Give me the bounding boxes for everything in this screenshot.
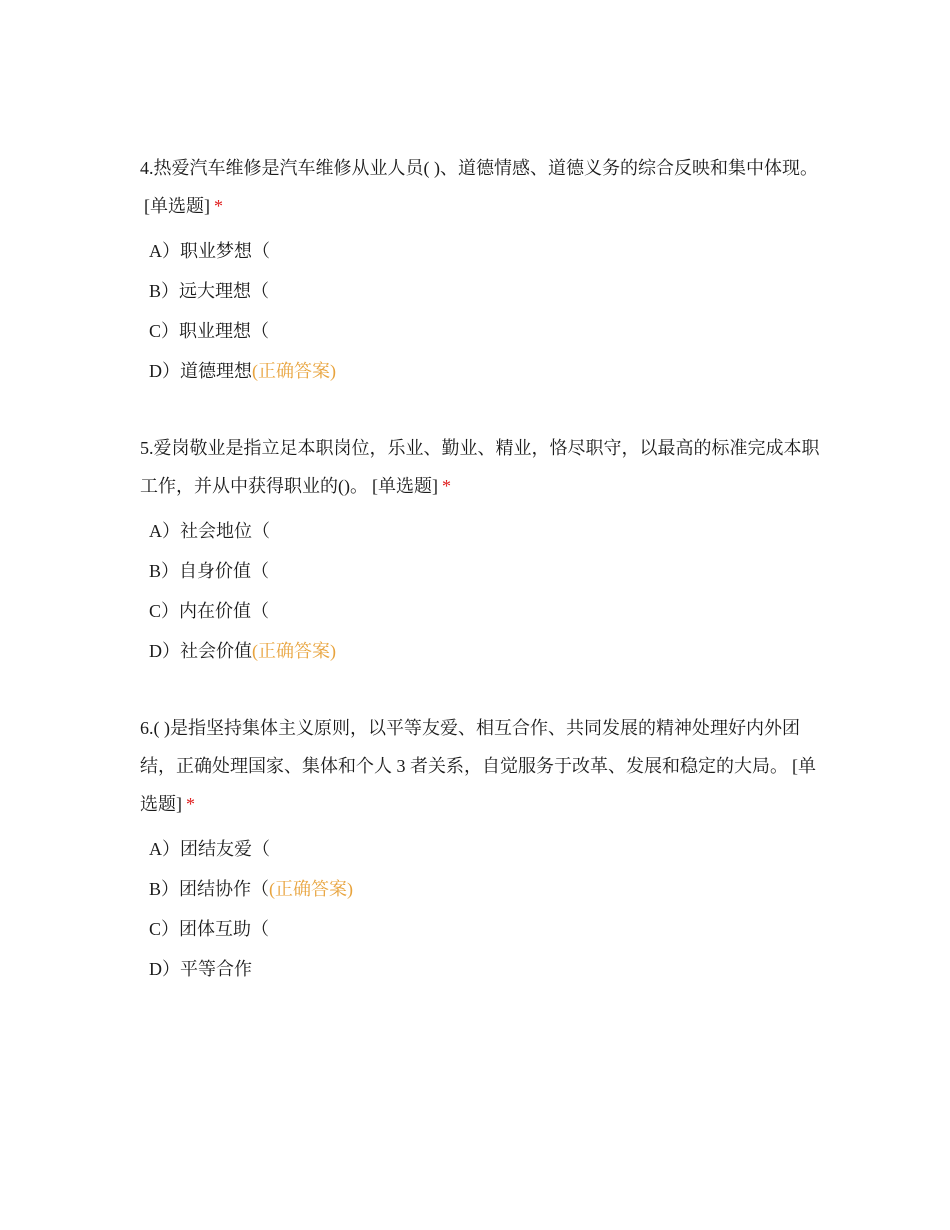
correct-answer-label: (正确答案): [252, 361, 336, 381]
question-5: [140, 429, 820, 671]
options-list: [140, 829, 820, 989]
option-b: B）团结协作（(正确答案): [149, 879, 354, 899]
question-6: [140, 709, 820, 989]
question-text: 6.( )是指坚持集体主义原则，以平等友爱、相互合作、共同发展的精神处理好内外团结，正确处理国家、集体和个人 3 者关系，自觉服务于改革、发展和稳定的大局。 [单选题] *: [140, 718, 816, 814]
required-marker: *: [442, 476, 451, 496]
question-text: 5.爱岗敬业是指立足本职岗位，乐业、勤业、精业，恪尽职守，以最高的标准完成本职工作，并从中获得职业的()。 [单选题] *: [140, 438, 820, 496]
option-d: D）社会价值(正确答案): [149, 641, 336, 661]
required-marker: *: [214, 196, 223, 216]
option-a: A）社会地位（: [149, 521, 270, 541]
option-c: C）内在价值（: [149, 601, 270, 621]
option-a: A）团结友爱（: [149, 839, 270, 859]
question-type-tag: [单选题]: [372, 476, 438, 496]
option-a: A）职业梦想（: [149, 241, 270, 261]
question-text: 4.热爱汽车维修是汽车维修从业人员( )、道德情感、道德义务的综合反映和集中体现。[单选题] *: [140, 158, 818, 216]
option-d: D）道德理想(正确答案): [149, 361, 336, 381]
correct-answer-label: (正确答案): [269, 879, 354, 899]
question-type-tag: [单选题]: [144, 196, 210, 216]
option-d: D）平等合作: [149, 959, 252, 979]
option-c: C）团体互助（: [149, 919, 270, 939]
correct-answer-label: (正确答案): [252, 641, 336, 661]
question-4: [140, 149, 820, 391]
option-b: B）远大理想（: [149, 281, 270, 301]
required-marker: *: [186, 794, 195, 814]
question-type-tag: [单选题]: [140, 756, 816, 814]
options-list: [140, 511, 820, 671]
options-list: [140, 231, 820, 391]
option-b: B）自身价值（: [149, 561, 270, 581]
option-c: C）职业理想（: [149, 321, 270, 341]
